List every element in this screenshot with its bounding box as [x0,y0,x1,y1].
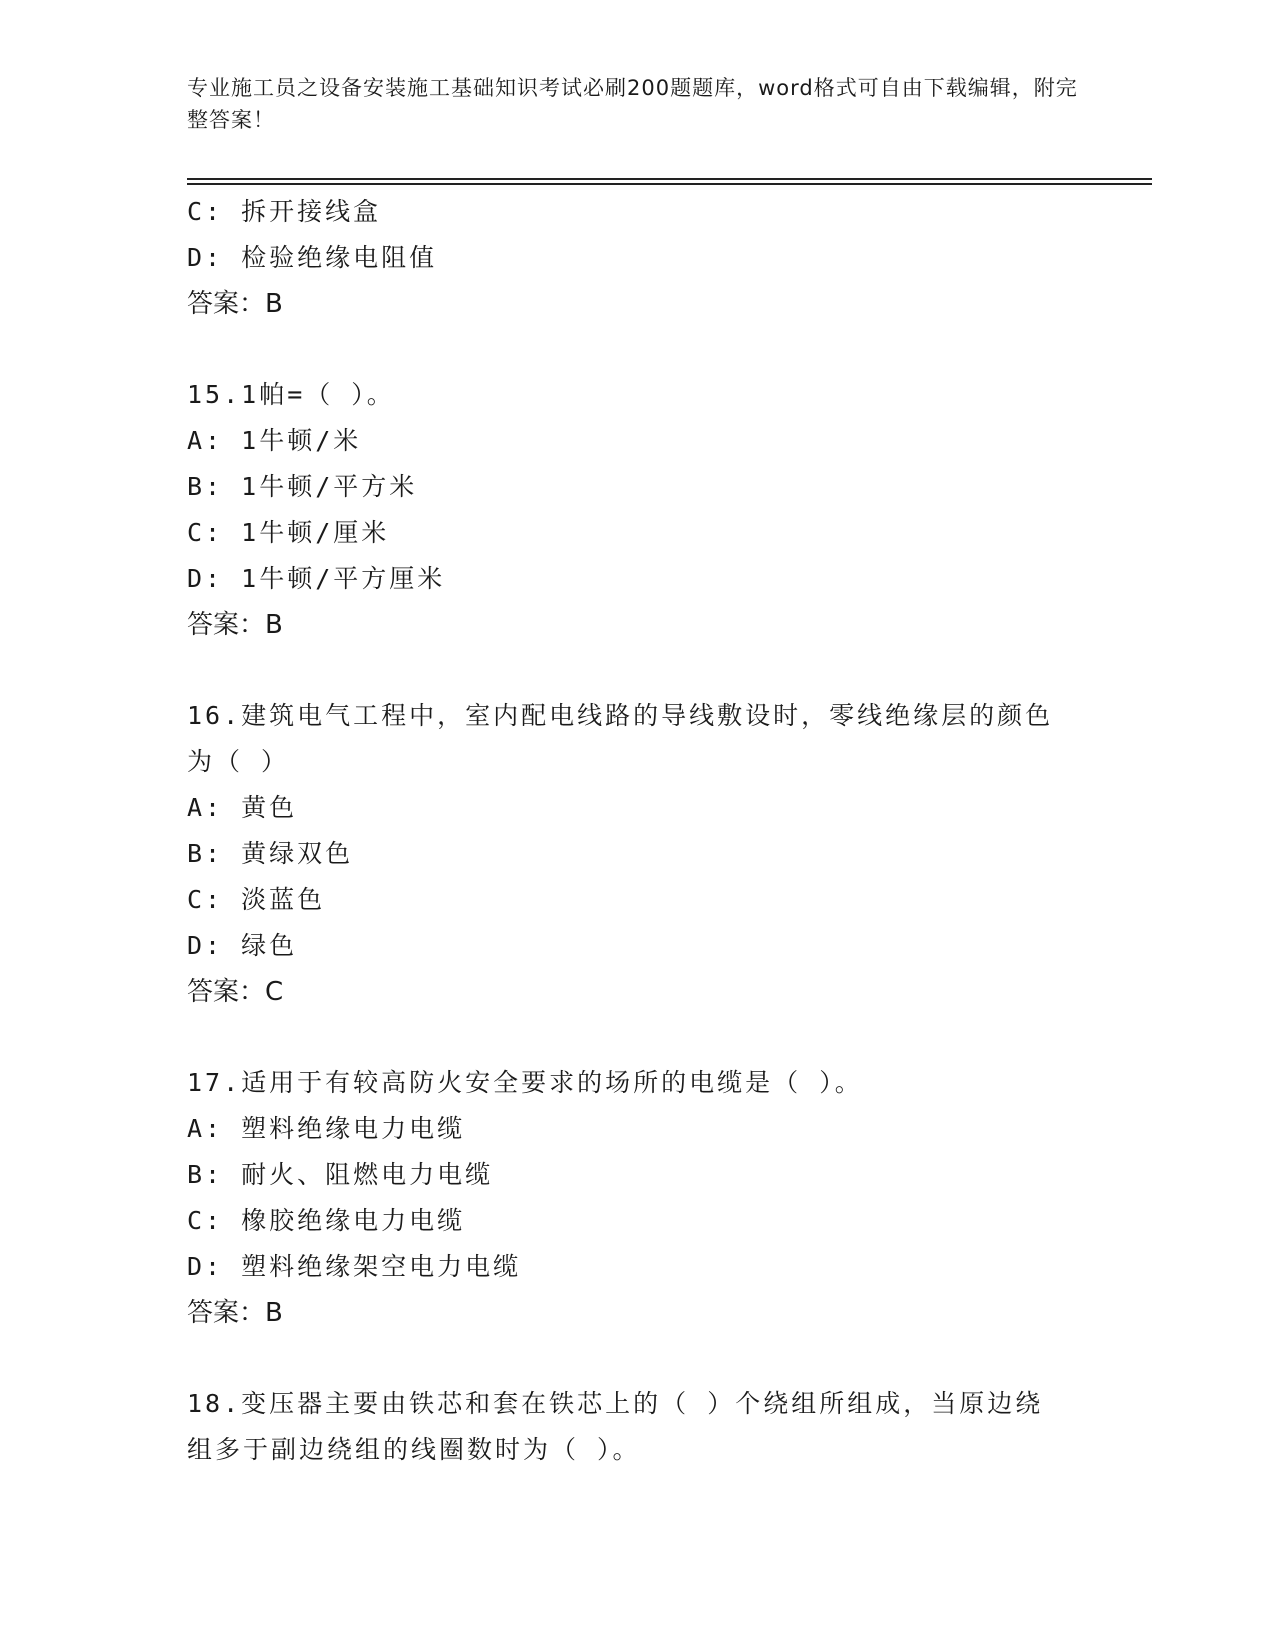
option-c: C: 淡蓝色 [187,885,326,914]
option-c: C: 橡胶绝缘电力电缆 [187,1206,466,1235]
question-stem-line-2: 为（ ） [187,747,290,776]
option-a: A: 1牛顿/米 [187,426,362,455]
question-stem: 17.适用于有较高防火安全要求的场所的电缆是（ ）。 [187,1068,863,1097]
option-b: B: 1牛顿/平方米 [187,472,418,501]
answer: 答案：B [187,610,283,640]
spacer [187,327,1087,372]
option-b: B: 耐火、阻燃电力电缆 [187,1160,494,1189]
answer: 答案：B [187,1298,283,1328]
option-b: B: 黄绿双色 [187,839,354,868]
question-stem-line-2: 组多于副边绕组的线圈数时为（ ）。 [187,1435,641,1464]
question-16 [187,693,1087,1015]
question-stem: 15.1帕=（ ）。 [187,380,395,409]
question-14 [187,189,1087,327]
answer: 答案：C [187,977,284,1007]
answer: 答案：B [187,289,283,319]
option-c: C: 拆开接线盒 [187,197,382,226]
question-17 [187,1060,1087,1336]
option-d: D: 检验绝缘电阻值 [187,243,438,272]
question-15 [187,372,1087,648]
header-divider-top [187,178,1152,180]
spacer [187,648,1087,693]
spacer [187,1015,1087,1060]
question-stem-line-1: 16.建筑电气工程中，室内配电线路的导线敷设时，零线绝缘层的颜色 [187,701,1054,730]
header-divider-bottom [187,183,1152,185]
question-stem-line-1: 18.变压器主要由铁芯和套在铁芯上的（ ）个绕组所组成，当原边绕 [187,1389,1044,1418]
option-d: D: 1牛顿/平方厘米 [187,564,446,593]
option-a: A: 黄色 [187,793,298,822]
document-header: 专业施工员之设备安装施工基础知识考试必刷200题题库，word格式可自由下载编辑，附完整答案！ [187,76,1078,132]
option-d: D: 绿色 [187,931,298,960]
option-a: A: 塑料绝缘电力电缆 [187,1114,466,1143]
question-list [187,189,1087,1473]
option-c: C: 1牛顿/厘米 [187,518,390,547]
option-d: D: 塑料绝缘架空电力电缆 [187,1252,522,1281]
spacer [187,1336,1087,1381]
question-18 [187,1381,1087,1473]
